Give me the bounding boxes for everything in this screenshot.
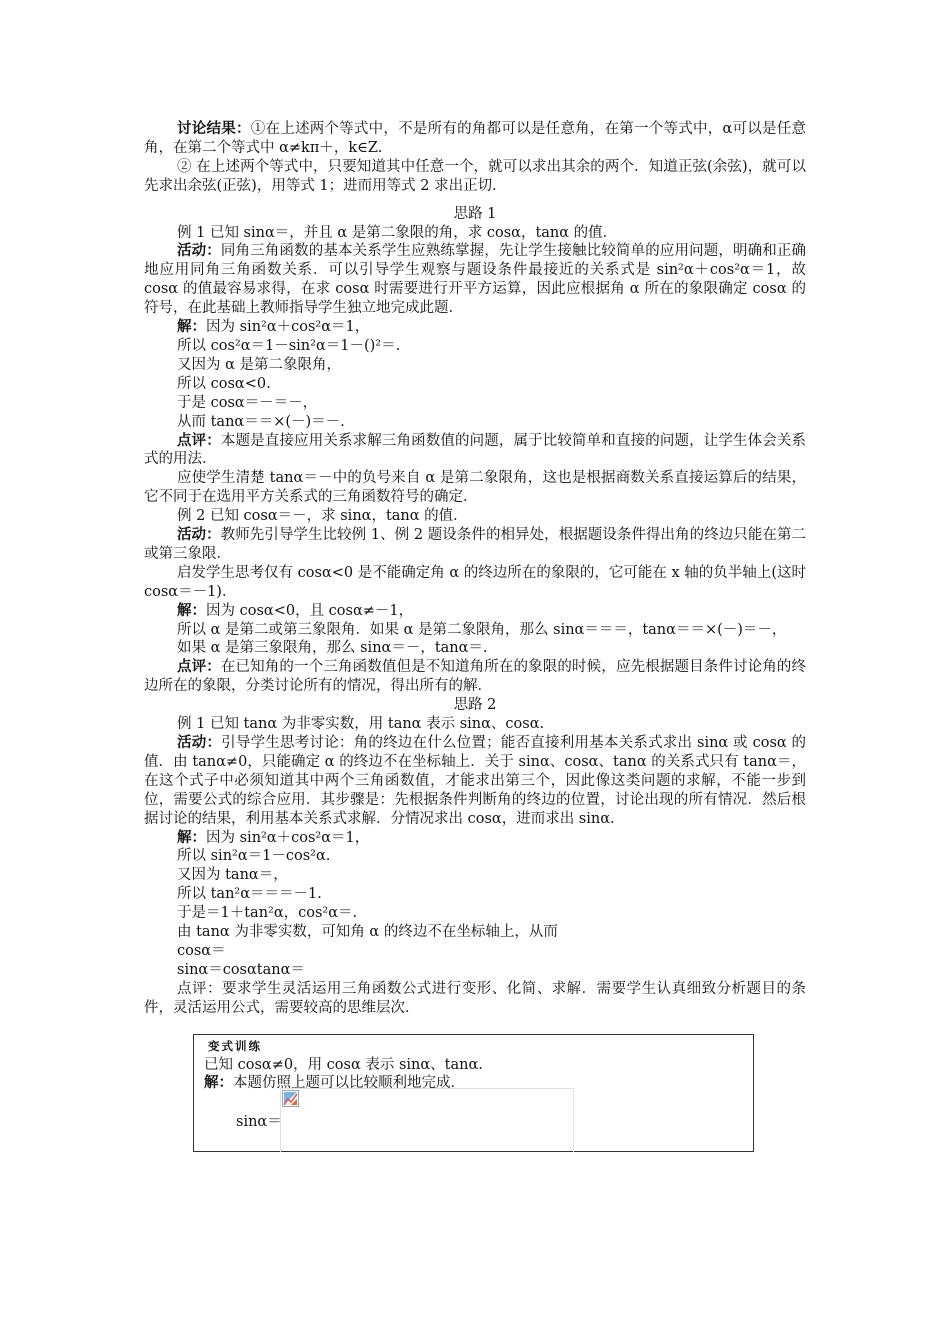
example-3-activity: 活动：引导学生思考讨论：角的终边在什么位置；能否直接利用基本关系式求出 sinα 或 cosα 的值．由 tanα≠0，只能确定 α 的终边不在坐标轴上．关于 sinα、cosα、tanα 的关系式只有 tanα＝，在这个式子中必须知道其中两个三角函数值，才能求出第三个，因此像这类问题的求解，不能一步到位，需要公式的综合应用．其步骤是：先根据条件判断角的终边的位置，讨论出现的所有情况．然后根据讨论的结果，利用基本关系式求解．分情况求出 cosα，进而求出 sinα. xyxy=(144,734,807,827)
example-2-activity: 活动：教师先引导学生比较例 1、例 2 题设条件的相异处，根据题设条件得出角的终边只能在第二或第三象限． xyxy=(144,526,806,562)
activity-label: 活动： xyxy=(177,734,222,751)
solution-step: 从而 tanα＝＝×(－)＝－. xyxy=(177,413,345,430)
variant-solution: 解：本题仿照上题可以比较顺利地完成． xyxy=(204,1074,465,1091)
example-1-solution: 解：因为 sin²α＋cos²α＝1， xyxy=(177,318,370,336)
solution-step: 所以 α 是第二或第三象限角．如果 α 是第二象限角，那么 sinα＝＝＝，tanα＝＝×(－)＝－， xyxy=(177,621,787,638)
discussion-label: 讨论结果： xyxy=(177,120,251,137)
activity-label: 活动： xyxy=(177,526,221,544)
example-2-solution: 解：因为 cosα<0，且 cosα≠－1， xyxy=(177,601,414,619)
example-2-hint: 启发学生思考仅有 cosα<0 是不能确定角 α 的终边所在的象限的，它可能在 x 轴的负半轴上(这时 cosα＝－1)． xyxy=(144,564,806,600)
solution-step: 于是＝1＋tan²α，cos²α＝. xyxy=(177,905,358,922)
activity-label: 活动： xyxy=(177,242,221,260)
solution-step: cosα＝ xyxy=(177,942,226,959)
solution-label: 解： xyxy=(177,828,206,846)
solution-label: 解： xyxy=(204,1074,233,1091)
variant-title: 变式训练 xyxy=(208,1039,262,1053)
solution-step: 由 tanα 为非零实数，可知角 α 的终边不在坐标轴上，从而 xyxy=(177,924,558,941)
example-1-activity: 活动：同角三角函数的基本关系学生应熟练掌握，先让学生接触比较简单的应用问题，明确和正确地应用同角三角函数关系．可以引导学生观察与题设条件最接近的关系式是 sin²α＋cos²α＝1，故 cosα 的值最容易求得，在求 cosα 时需要进行开平方运算，因此应根据角 α 所在的象限确定 cosα 的符号，在此基础上教师指导学生独立地完成此题． xyxy=(144,242,807,317)
solution-step: 所以 cos²α＝1－sin²α＝1－()²＝. xyxy=(177,337,401,354)
discussion-result-2: ② 在上述两个等式中，只要知道其中任意一个，就可以求出其余的两个．知道正弦(余弦)，就可以先求出余弦(正弦)，用等式 1；进而用等式 2 求出正切． xyxy=(144,158,806,194)
example-1-question: 例 1 已知 sinα＝，并且 α 是第二象限的角，求 cosα，tanα 的值． xyxy=(177,224,618,241)
solution-step: 所以 cosα<0. xyxy=(177,375,271,392)
example-3-solution: 解：因为 sin²α＋cos²α＝1， xyxy=(177,828,370,846)
variant-question: 已知 cosα≠0，用 cosα 表示 sinα、tanα. xyxy=(204,1057,483,1073)
comment-label: 点评： xyxy=(177,980,222,997)
variant-training-box xyxy=(193,1034,754,1152)
formula-image-placeholder xyxy=(280,1088,574,1152)
example-2-question: 例 2 已知 cosα＝－，求 sinα，tanα 的值． xyxy=(177,508,468,525)
example-3-question: 例 1 已知 tanα 为非零实数，用 tanα 表示 sinα、cosα. xyxy=(177,716,545,733)
comment-label: 点评： xyxy=(177,431,221,449)
document-body xyxy=(144,120,806,1018)
solution-label: 解： xyxy=(177,601,206,619)
discussion-text-1: ①在上述两个等式中，不是所有的角都可以是任意角，在第一个等式中，α可以是任意角，在第二个等式中 α≠kπ＋，k∈Z. xyxy=(144,121,806,156)
section-heading-2: 思路 2 xyxy=(453,697,497,714)
example-1-comment: 点评：本题是直接应用关系求解三角函数值的问题，属于比较简单和直接的问题，让学生体会关系式的用法． xyxy=(144,431,807,468)
solution-step: sinα＝cosαtanα＝ xyxy=(177,961,305,978)
solution-step: 又因为 tanα＝， xyxy=(177,867,288,884)
section-heading-1: 思路 1 xyxy=(453,205,497,222)
example-3-comment: 点评：要求学生灵活运用三角函数公式进行变形、化简、求解．需要学生认真细致分析题目的条件，灵活运用公式，需要较高的思维层次． xyxy=(144,980,807,1016)
discussion-result-1 xyxy=(144,120,806,158)
solution-step: 所以 tan²α＝＝＝－1. xyxy=(177,886,322,903)
broken-image-icon xyxy=(282,1090,299,1107)
comment-label: 点评： xyxy=(177,658,221,676)
example-1-note: 应使学生清楚 tanα＝－中的负号来自 α 是第二象限角，这也是根据商数关系直接运算后的结果，它不同于在选用平方关系式的三角函数符号的确定． xyxy=(144,470,806,506)
solution-step: 又因为 α 是第二象限角， xyxy=(177,356,342,373)
solution-step: 如果 α 是第三象限角，那么 sinα＝－，tanα＝. xyxy=(177,640,488,657)
variant-formula-label: sinα＝ xyxy=(236,1114,282,1130)
example-2-comment: 点评：在已知角的一个三角函数值但是不知道角所在的象限的时候，应先根据题目条件讨论角的终边所在的象限，分类讨论所有的情况，得出所有的解． xyxy=(144,658,807,695)
solution-step: 所以 sin²α＝1－cos²α. xyxy=(177,848,331,865)
solution-label: 解： xyxy=(177,318,206,336)
solution-step: 于是 cosα＝－＝－， xyxy=(177,394,318,411)
